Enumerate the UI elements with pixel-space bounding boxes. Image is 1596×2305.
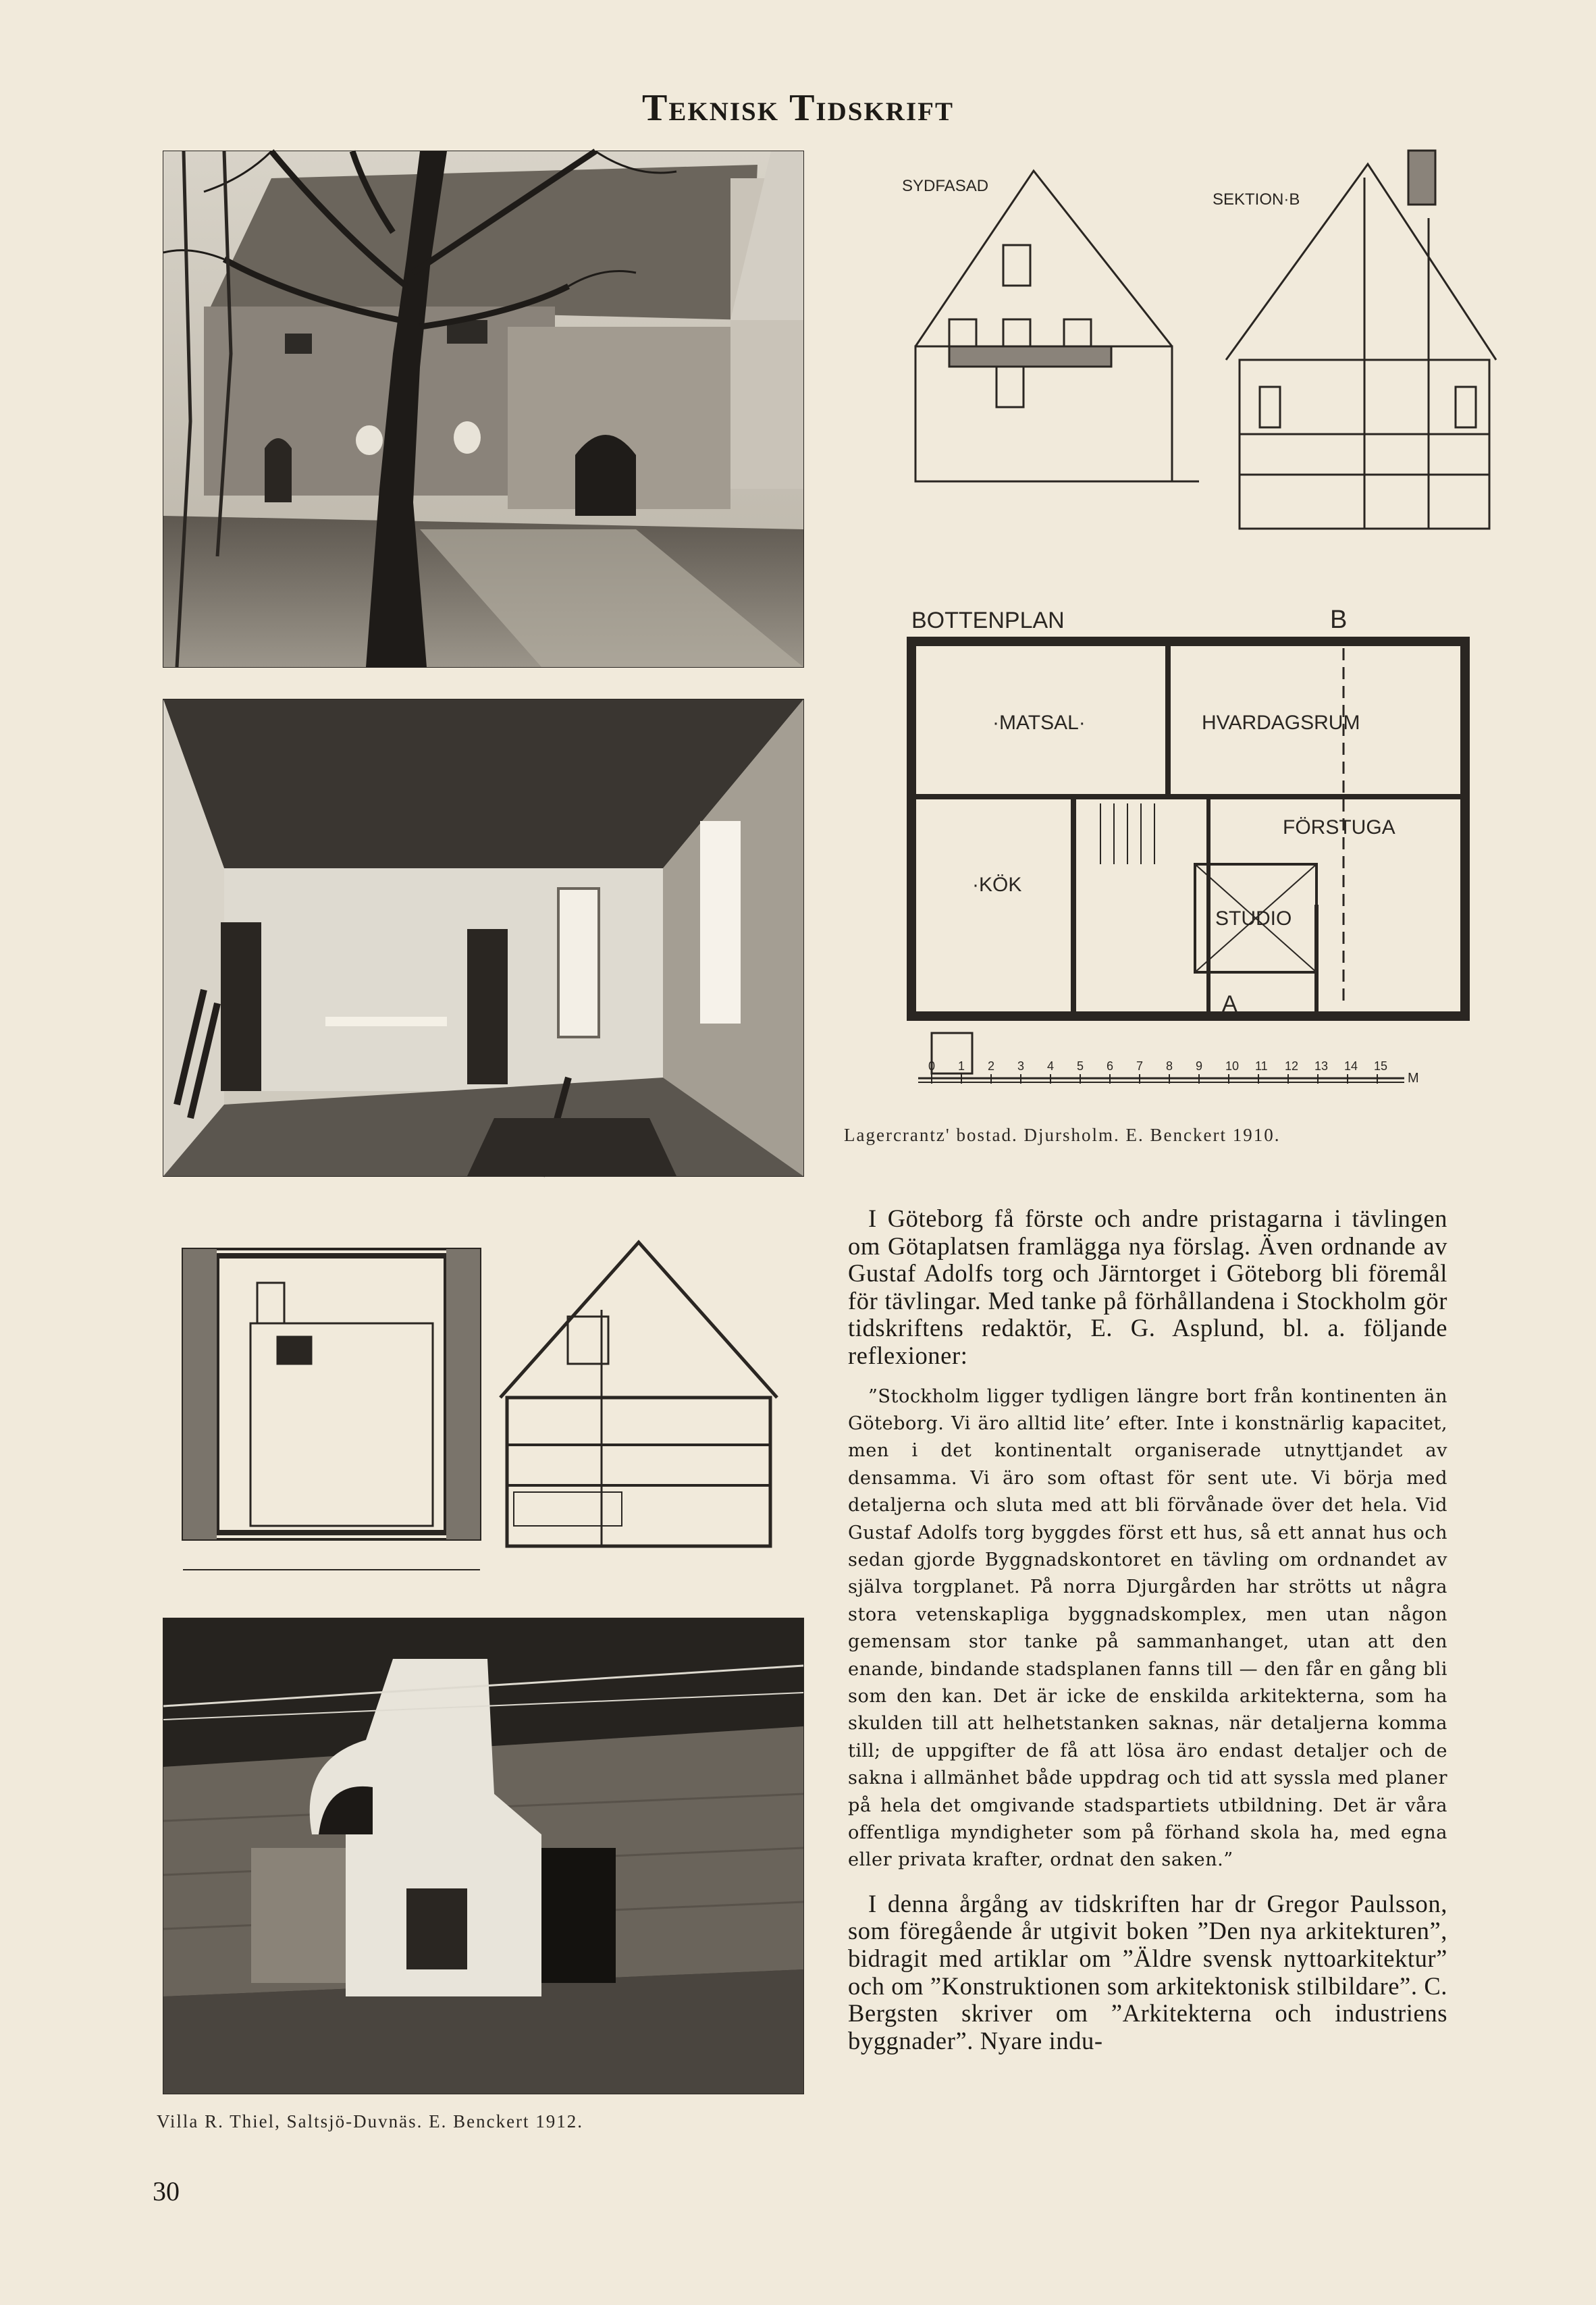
room-label-kok: ·KÖK bbox=[972, 874, 1022, 896]
scale-tick-label: 13 bbox=[1314, 1059, 1329, 1073]
scale-unit: M bbox=[1408, 1071, 1419, 1086]
scale-tick-label: 3 bbox=[1017, 1059, 1025, 1073]
scale-tick-label: 8 bbox=[1166, 1059, 1173, 1073]
scale-tick-label: 2 bbox=[988, 1059, 995, 1073]
room-label-studio: STUDIO bbox=[1215, 907, 1292, 930]
exterior-photo bbox=[163, 151, 804, 668]
page-number: 30 bbox=[153, 2176, 180, 2206]
section-marker-a: A bbox=[1222, 991, 1238, 1017]
room-label-forstuga: FÖRSTUGA bbox=[1283, 816, 1395, 839]
sydfasad-label: SYDFASAD bbox=[902, 177, 989, 195]
article-text bbox=[848, 1205, 1447, 2055]
scale-tick-label: 7 bbox=[1136, 1059, 1144, 1073]
caption-lagercrantz: Lagercrantz' bostad. Djursholm. E. Benckert 1910. bbox=[844, 1125, 1281, 1145]
interior-room-photo bbox=[163, 699, 804, 1177]
scale-tick-label: 5 bbox=[1077, 1059, 1084, 1073]
paragraph-1: I Göteborg få förste och andre pristagarna i tävlingen om Götaplatsen framlägga nya förslag. Även ordnande av Gustaf Adolfs torg och Järntorget i Göteborg bli föremål för tävlingar. Med tanke på förhållandena i Stockholm gör tidskriftens redaktör, E. G. Asplund, bl. a. följande reflexioner: bbox=[848, 1204, 1447, 1369]
bottenplan-label: BOTTENPLAN bbox=[911, 608, 1065, 633]
fireplace-interior-photo bbox=[163, 1618, 804, 2094]
scale-tick-label: 6 bbox=[1107, 1059, 1114, 1073]
sektion-label: SEKTION·B bbox=[1213, 190, 1300, 209]
scale-tick-label: 11 bbox=[1255, 1059, 1268, 1073]
page-header: Teknisk Tidskrift bbox=[642, 87, 954, 129]
scale-bar bbox=[905, 1057, 1418, 1090]
scale-tick-label: 12 bbox=[1285, 1059, 1299, 1073]
scale-tick-label: 1 bbox=[958, 1059, 965, 1073]
scale-tick-label: 0 bbox=[928, 1059, 936, 1073]
scale-tick-label: 15 bbox=[1374, 1059, 1388, 1073]
paragraph-2: I denna årgång av tidskriften har dr Gregor Paulsson, som föregående år utgivit boken ”Den nya arkitekturen”, bidragit med artiklar om ”Äldre svensk nyttoarkitektur” och om ”Konstruktionen som arkitektonisk stilbildare”. C. Bergsten skriver om ”Arkitekterna och industriens byggnader”. Nyare indu- bbox=[848, 1889, 1447, 2055]
scale-tick-label: 4 bbox=[1047, 1059, 1055, 1073]
caption-thiel: Villa R. Thiel, Saltsjö-Duvnäs. E. Benckert 1912. bbox=[157, 2111, 584, 2131]
section-marker-b: B bbox=[1330, 606, 1348, 634]
room-label-matsal: ·MATSAL· bbox=[992, 712, 1086, 734]
scale-tick-label: 9 bbox=[1196, 1059, 1203, 1073]
scale-tick-label: 14 bbox=[1344, 1059, 1358, 1073]
ground-floor-plan bbox=[884, 601, 1479, 1101]
thiel-plan-and-section bbox=[163, 1215, 803, 1593]
elevation-drawings bbox=[848, 151, 1510, 529]
quote-block: ”Stockholm ligger tydligen längre bort från kontinenten än Göteborg. Vi äro alltid lite’ efter. Inte i konstnärlig kapacitet, men i det kontinentalt organiserade utnyttjandet av densamma. Vi äro som oftast för sent ute. Vi börja med detaljerna och sluta med att bli förvånade över det hela. Vid Gustaf Adolfs torg byggdes först ett hus, så ett annat hus och sedan gjorde Byggnadskontoret en tävling om ordnandet av själva torgplanet. På norra Djurgården har strötts ut några stora vetenskapliga byggnadskomplex, men utan någon gemensam stor tanke på sammanhanget, utan att den enande, bindande stadsplanen fanns till — den får en gång bli som den kan. Det är icke de enskilda arkitekterna, som ha skulden till att helhetstanken saknas, när detaljerna komma till; de uppgifter de få att lösa äro endast detaljer och de sakna i allmänhet både uppdrag och tid att syssla med planer på hela det omgivande stadspartiets utbildning. Det är våra offentliga myndigheter som på förhand skola ha, med egna eller privata krafter, ordnat den saken.” bbox=[848, 1385, 1447, 1871]
scale-tick-label: 10 bbox=[1225, 1059, 1240, 1073]
room-label-hvardagsrum: HVARDAGSRUM bbox=[1202, 712, 1360, 734]
